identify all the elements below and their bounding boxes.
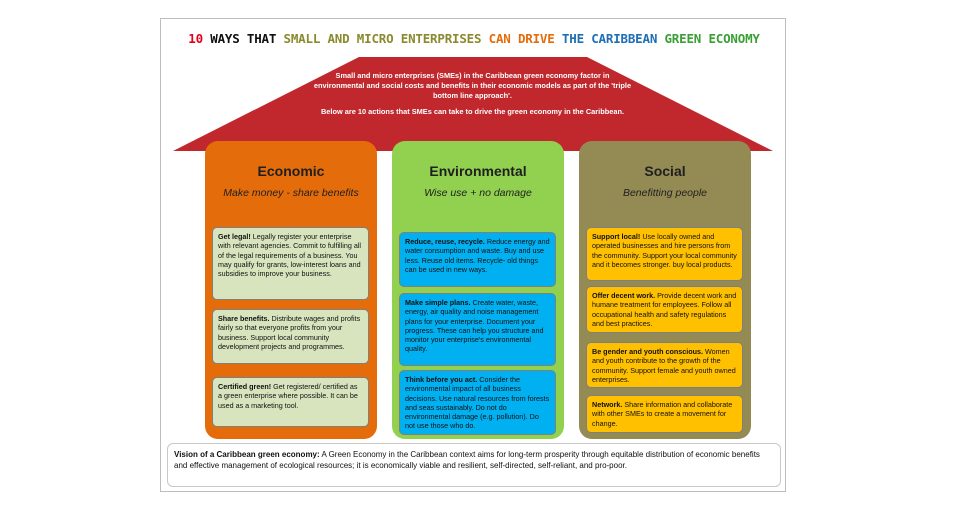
card-body: Get registered/ certified as a green enterprise where possible. It can be used as a marketing tool. [218,382,358,410]
card-body: Use locally owned and operated businesses and hire persons from the community. Support your local community and it becomes stronger. buy local products. [592,232,737,269]
card-get-legal [212,227,369,300]
card-support-local [586,227,743,281]
card-body: Consider the environmental impact of all business decisions. Use natural resources from forests and seas sustainably. Do not do environmental damage (e.g. pollution). Do not use those who do. [405,375,550,431]
title-part-number: 10 [188,31,211,46]
infographic-title [161,31,787,46]
column-subtitle-environmental: Wise use + no damage [424,187,532,199]
card-body: Legally register your enterprise with relevant agencies. Commit to fulfilling all of the legal requirements of a business. You may qualify for grants, low-interest loans and subsidies to improve your business. [218,232,362,279]
title-part-green-economy: GREEN ECONOMY [664,31,760,46]
card-head: Think before you act. [405,375,478,384]
roof-intro: Small and micro enterprises (SMEs) in the Caribbean green economy factor in environmental and social costs and benefits in their economic models as part of the 'triple bottom line approach'. [313,71,632,100]
column-environmental [392,141,564,439]
vision-statement [167,443,781,487]
card-reduce-reuse-recycle [399,232,556,287]
card-head: Get legal! [218,232,251,241]
card-body: Provide decent work and humane treatment for employees. Follow all occupational health and safety regulations and best practices. [592,291,737,328]
card-network [586,395,743,433]
title-part-ways: WAYS THAT [210,31,284,46]
column-economic [205,141,377,439]
vision-body: A Green Economy in the Caribbean context aims for long-term prosperity through equitable distribution of economic benefits and effective management of ecological resources; it is economically viable and resilient, self-directed, self-reliant, and pro-poor. [174,450,760,470]
card-body: Distribute wages and profits fairly so that everyone profits from your business. Support local community development projects and programmes. [218,314,361,351]
card-body: Women and youth contribute to the growth of the community. Support female and youth owned enterprises. [592,347,736,384]
card-head: Be gender and youth conscious. [592,347,704,356]
card-body: Reduce energy and water consumption and waste. Buy and use less. Reuse old items. Recycle- old things can be used in new ways. [405,237,550,274]
card-head: Offer decent work. [592,291,656,300]
title-part-caribbean: THE CARIBBEAN [561,31,665,46]
roof-text [311,71,634,117]
card-head: Share benefits. [218,314,270,323]
infographic-frame [160,18,786,492]
card-gender-youth [586,342,743,388]
card-think-before-you-act [399,370,556,435]
column-title-social: Social [644,163,686,179]
column-subtitle-social: Benefitting people [622,187,708,199]
card-head: Make simple plans. [405,298,471,307]
card-make-simple-plans [399,293,556,366]
title-part-enterprises: SMALL AND MICRO ENTERPRISES [283,31,489,46]
card-head: Reduce, reuse, recycle. [405,237,485,246]
card-share-benefits [212,309,369,364]
card-certified-green [212,377,369,427]
card-head: Certified green! [218,382,272,391]
card-body: Share information and collaborate with other SMEs to create a movement for change. [592,400,733,428]
title-part-can-drive: CAN DRIVE [488,31,562,46]
column-title-economic: Economic [257,163,325,179]
card-head: Support local! [592,232,641,241]
card-offer-decent-work [586,286,743,333]
column-social [579,141,751,439]
column-title-environmental: Environmental [429,163,527,179]
vision-head: Vision of a Caribbean green economy: [174,450,320,459]
column-subtitle-economic: Make money - share benefits [223,187,359,199]
card-head: Network. [592,400,623,409]
roof-lead: Below are 10 actions that SMEs can take to drive the green economy in the Caribbean. [320,107,625,116]
card-body: Create water, waste, energy, air quality and noise management plans for your enterprise. Document your progress. These can help you structure and monitor your enterprise's environmental quality. [405,298,544,354]
